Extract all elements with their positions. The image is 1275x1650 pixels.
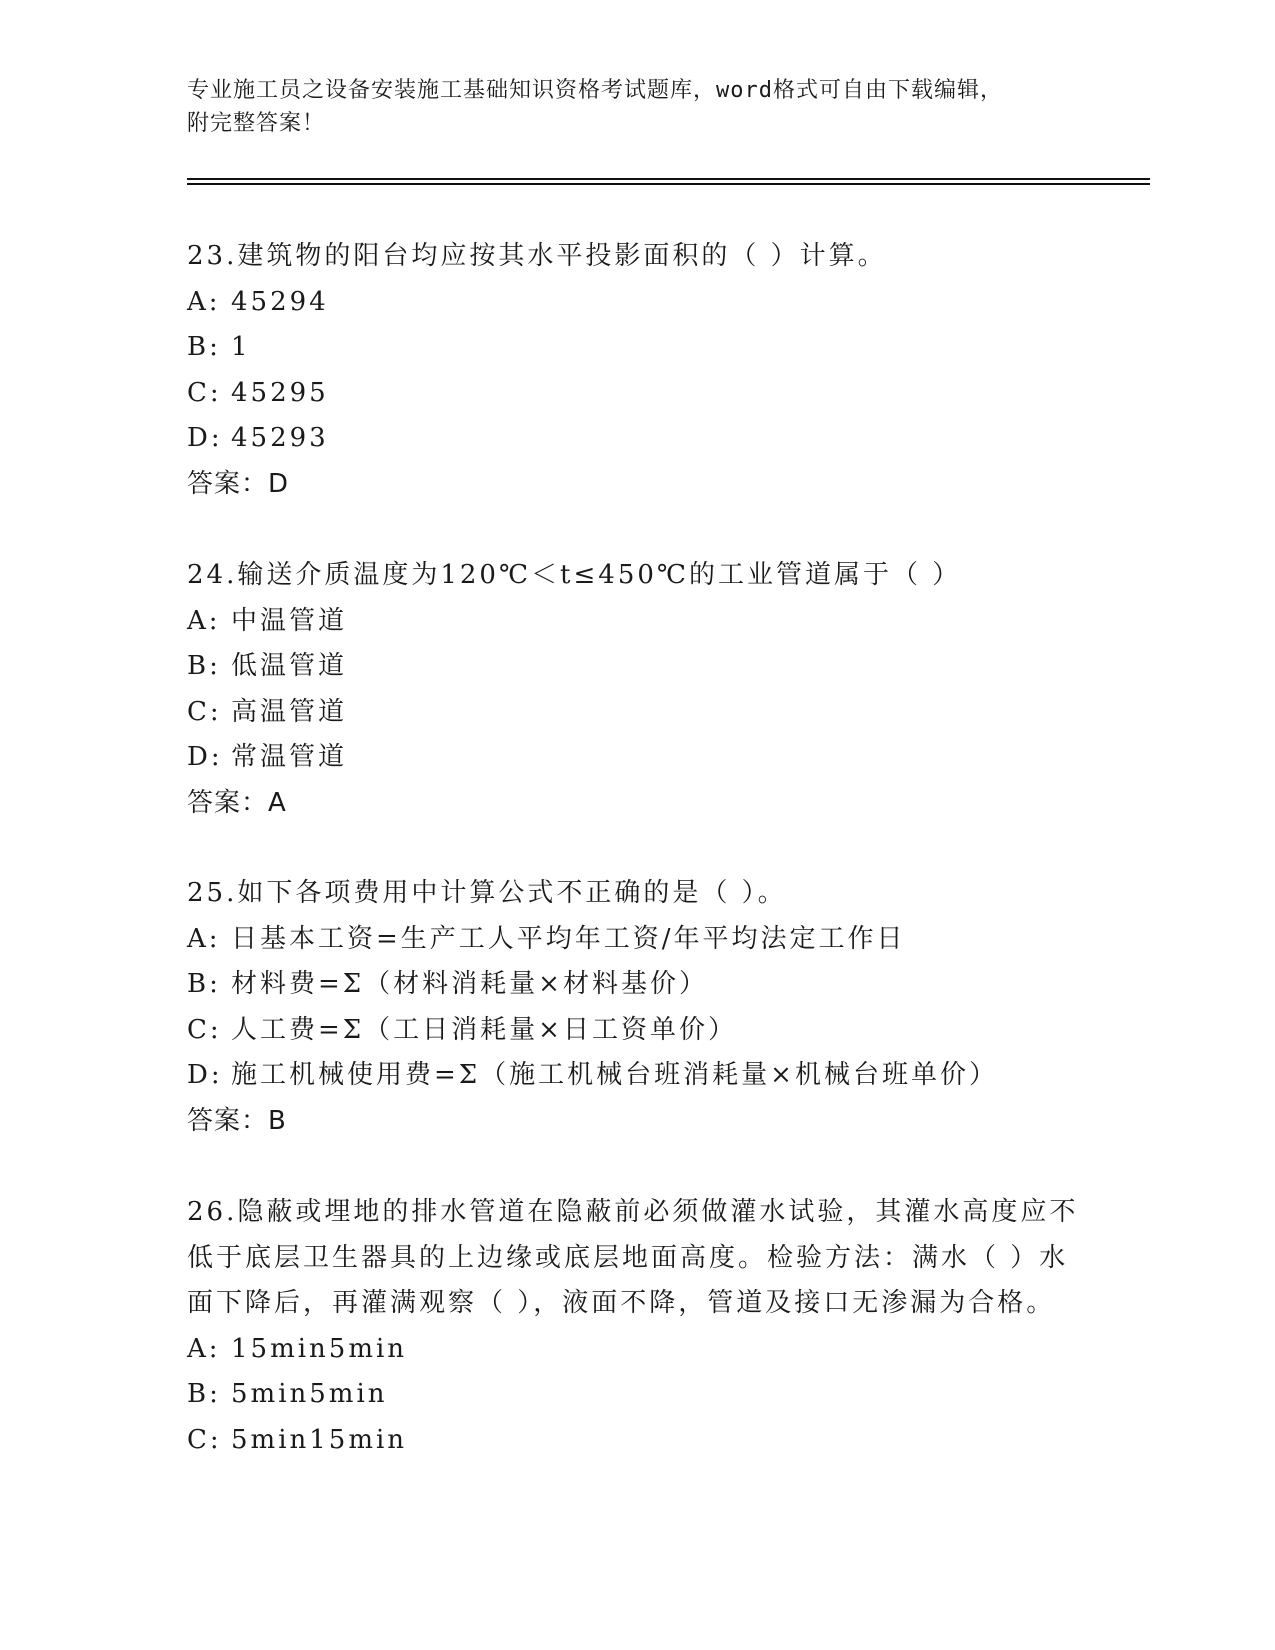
question-text [187, 553, 1087, 599]
option-letter: D: [187, 1060, 223, 1090]
answer-label: 答案：D [187, 468, 290, 499]
option-text: 1 [231, 332, 251, 362]
option-letter: D: [187, 423, 223, 453]
option-letter: C: [187, 696, 222, 727]
header-divider-top [187, 178, 1150, 180]
question-26 [187, 1190, 1087, 1463]
header-line-2: 附完整答案！ [187, 111, 326, 136]
question-25 [187, 871, 1087, 1144]
option-text: 常温管道 [231, 742, 348, 772]
option-text: 材料费=Σ（材料消耗量×材料基价） [231, 969, 708, 999]
option-text: 低温管道 [231, 651, 348, 681]
option-text: 45293 [231, 423, 329, 453]
question-text-line: 低于底层卫生器具的上边缘或底层地面高度。检验方法：满水（ ）水 [187, 1242, 1069, 1273]
option-a [187, 280, 1087, 326]
question-24 [187, 553, 1087, 826]
option-text: 45294 [231, 286, 329, 317]
option-a [187, 917, 1087, 963]
option-c [187, 1418, 1087, 1464]
question-text-line: 23.建筑物的阳台均应按其水平投影面积的（ ）计算。 [187, 241, 887, 271]
option-b [187, 644, 1087, 690]
option-c [187, 371, 1087, 417]
question-text-line: 24.输送介质温度为120℃＜t≤450℃的工业管道属于（ ） [187, 560, 962, 590]
option-a [187, 599, 1087, 645]
option-d [187, 1053, 1087, 1099]
option-letter: B: [187, 332, 221, 362]
option-letter: B: [187, 651, 221, 681]
option-letter: C: [187, 1014, 222, 1045]
option-text: 5min5min [231, 1379, 388, 1409]
header-divider-bottom [187, 183, 1150, 185]
option-text: 人工费=Σ（工日消耗量×日工资单价） [231, 1014, 737, 1045]
option-c [187, 1008, 1087, 1054]
option-letter: B: [187, 969, 221, 999]
question-text [187, 871, 1087, 917]
option-b [187, 962, 1087, 1008]
question-text [187, 1190, 1087, 1327]
answer-label: 答案：B [187, 1105, 287, 1136]
question-text-line: 面下降后，再灌满观察（ ），液面不降，管道及接口无渗漏为合格。 [187, 1288, 1056, 1318]
question-text [187, 234, 1087, 280]
option-letter: D: [187, 742, 223, 772]
option-letter: A: [187, 286, 221, 317]
option-text: 日基本工资=生产工人平均年工资/年平均法定工作日 [231, 923, 906, 954]
option-text: 15min5min [231, 1333, 408, 1364]
option-text: 5min15min [231, 1424, 408, 1455]
option-d [187, 735, 1087, 781]
option-c [187, 690, 1087, 736]
question-text-line: 25.如下各项费用中计算公式不正确的是（ ）。 [187, 878, 787, 908]
option-b [187, 1372, 1087, 1418]
option-letter: C: [187, 1424, 222, 1455]
document-header [187, 74, 1087, 140]
option-letter: A: [187, 1333, 221, 1364]
header-line-1: 专业施工员之设备安装施工基础知识资格考试题库，word格式可自由下载编辑， [187, 78, 1003, 103]
option-letter: A: [187, 605, 221, 636]
option-d [187, 416, 1087, 462]
question-23 [187, 234, 1087, 507]
option-letter: B: [187, 1379, 221, 1409]
answer-label: 答案：A [187, 787, 287, 818]
option-letter: C: [187, 377, 222, 408]
option-text: 45295 [231, 377, 329, 408]
option-a [187, 1327, 1087, 1373]
question-text-line: 26.隐蔽或埋地的排水管道在隐蔽前必须做灌水试验，其灌水高度应不 [187, 1197, 1079, 1227]
option-letter: A: [187, 923, 221, 954]
option-text: 中温管道 [231, 605, 348, 636]
option-text: 施工机械使用费=Σ（施工机械台班消耗量×机械台班单价） [231, 1060, 998, 1090]
option-b [187, 325, 1087, 371]
option-text: 高温管道 [231, 696, 348, 727]
